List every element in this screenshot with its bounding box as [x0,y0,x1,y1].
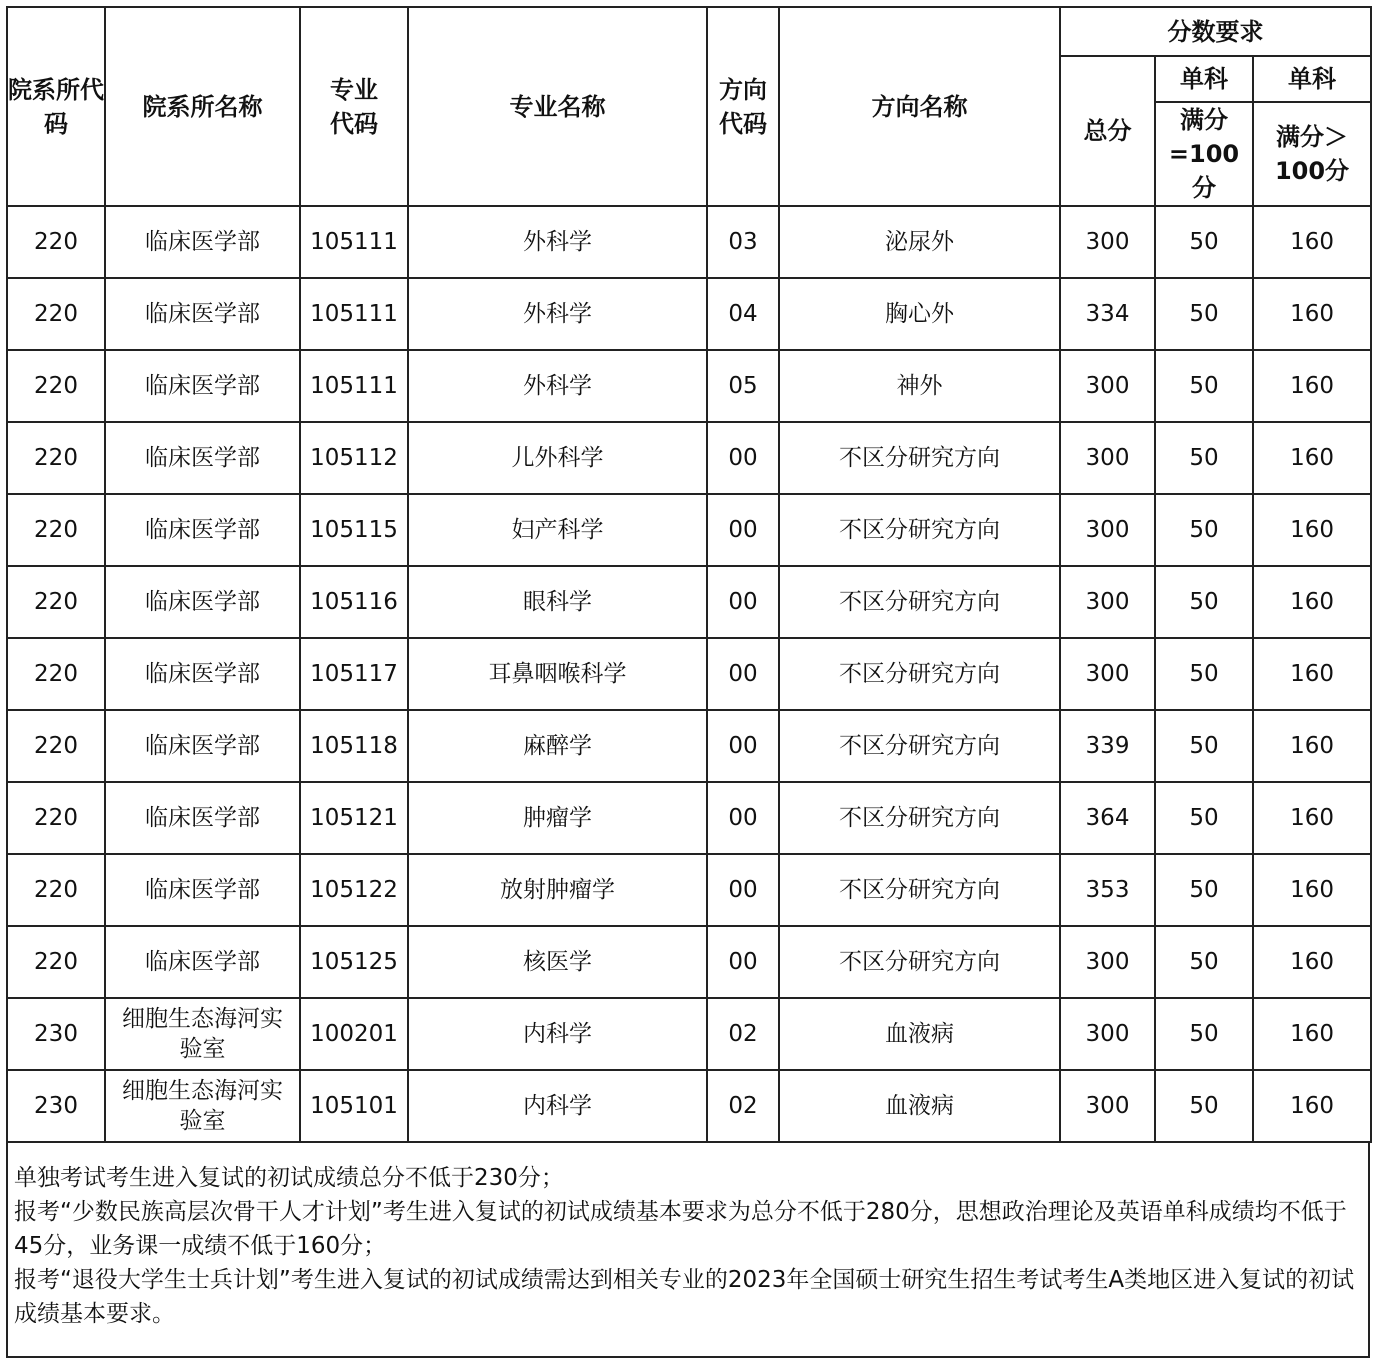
cell-major-code: 105122 [300,854,408,926]
cell-major-code: 105117 [300,638,408,710]
cell-direction-code: 00 [707,566,779,638]
header-major-code: 专业代码 [300,7,408,206]
table-row [7,854,1371,926]
cell-direction-code: 00 [707,854,779,926]
cell-direction-name: 血液病 [779,998,1060,1070]
cell-major-code: 105125 [300,926,408,998]
cell-direction-name: 不区分研究方向 [779,494,1060,566]
cell-dept-code: 220 [7,926,105,998]
cell-direction-name: 泌尿外 [779,206,1060,278]
cell-dept-name: 临床医学部 [105,710,300,782]
cell-single-100: 50 [1155,710,1253,782]
cell-major-code: 105118 [300,710,408,782]
cell-dept-name: 临床医学部 [105,854,300,926]
cell-major-name: 儿外科学 [408,422,707,494]
table-row [7,278,1371,350]
cell-direction-name: 神外 [779,350,1060,422]
cell-major-code: 105111 [300,278,408,350]
cell-dept-code: 220 [7,206,105,278]
cell-major-name: 外科学 [408,206,707,278]
table-row [7,710,1371,782]
cell-dept-name: 细胞生态海河实验室 [105,998,300,1070]
cell-dept-code: 220 [7,350,105,422]
cell-dept-name: 临床医学部 [105,422,300,494]
cell-single-100: 50 [1155,782,1253,854]
cell-single-over-100: 160 [1253,206,1371,278]
header-dept-name: 院系所名称 [105,7,300,206]
cell-total-score: 300 [1060,494,1155,566]
cell-direction-code: 00 [707,638,779,710]
table-row [7,566,1371,638]
cell-direction-name: 不区分研究方向 [779,710,1060,782]
cell-dept-code: 220 [7,278,105,350]
score-table [6,6,1372,1143]
cell-single-over-100: 160 [1253,1070,1371,1142]
notes-section [6,1143,1370,1358]
cell-major-code: 105101 [300,1070,408,1142]
cell-direction-name: 不区分研究方向 [779,422,1060,494]
cell-direction-code: 05 [707,350,779,422]
header-score-requirements: 分数要求 [1060,7,1371,56]
cell-single-100: 50 [1155,494,1253,566]
cell-single-100: 50 [1155,566,1253,638]
cell-dept-name: 临床医学部 [105,638,300,710]
cell-direction-code: 00 [707,422,779,494]
cell-single-100: 50 [1155,926,1253,998]
cell-total-score: 353 [1060,854,1155,926]
cell-dept-name: 临床医学部 [105,782,300,854]
cell-major-name: 外科学 [408,278,707,350]
cell-direction-name: 胸心外 [779,278,1060,350]
header-single-2-sub: 满分＞100分 [1253,102,1371,206]
cell-major-code: 105112 [300,422,408,494]
cell-direction-name: 不区分研究方向 [779,926,1060,998]
cell-direction-name: 血液病 [779,1070,1060,1142]
cell-dept-code: 220 [7,638,105,710]
cell-single-over-100: 160 [1253,350,1371,422]
cell-direction-code: 04 [707,278,779,350]
cell-direction-code: 02 [707,998,779,1070]
cell-direction-name: 不区分研究方向 [779,566,1060,638]
cell-major-name: 内科学 [408,998,707,1070]
cell-direction-code: 03 [707,206,779,278]
cell-major-code: 105111 [300,206,408,278]
table-row [7,422,1371,494]
cell-dept-name: 临床医学部 [105,278,300,350]
header-direction-code: 方向代码 [707,7,779,206]
cell-major-name: 内科学 [408,1070,707,1142]
cell-major-code: 105121 [300,782,408,854]
cell-dept-code: 220 [7,710,105,782]
cell-total-score: 300 [1060,566,1155,638]
header-total: 总分 [1060,56,1155,206]
cell-total-score: 339 [1060,710,1155,782]
cell-single-100: 50 [1155,638,1253,710]
cell-total-score: 300 [1060,206,1155,278]
cell-total-score: 300 [1060,350,1155,422]
cell-single-over-100: 160 [1253,566,1371,638]
cell-dept-name: 临床医学部 [105,566,300,638]
cell-direction-name: 不区分研究方向 [779,782,1060,854]
cell-major-code: 105116 [300,566,408,638]
cell-single-over-100: 160 [1253,638,1371,710]
cell-dept-name: 细胞生态海河实验室 [105,1070,300,1142]
score-table-document [6,6,1370,1358]
cell-dept-code: 220 [7,494,105,566]
cell-single-100: 50 [1155,206,1253,278]
cell-single-over-100: 160 [1253,278,1371,350]
cell-dept-code: 230 [7,1070,105,1142]
table-row [7,350,1371,422]
cell-total-score: 300 [1060,998,1155,1070]
cell-single-over-100: 160 [1253,494,1371,566]
cell-single-over-100: 160 [1253,422,1371,494]
cell-direction-code: 00 [707,926,779,998]
cell-direction-name: 不区分研究方向 [779,638,1060,710]
cell-total-score: 300 [1060,1070,1155,1142]
cell-single-over-100: 160 [1253,710,1371,782]
cell-total-score: 364 [1060,782,1155,854]
header-single-1: 单科 [1155,56,1253,102]
cell-dept-name: 临床医学部 [105,494,300,566]
cell-major-name: 放射肿瘤学 [408,854,707,926]
table-row [7,782,1371,854]
header-single-2: 单科 [1253,56,1371,102]
cell-direction-name: 不区分研究方向 [779,854,1060,926]
cell-single-100: 50 [1155,1070,1253,1142]
cell-major-name: 外科学 [408,350,707,422]
note-1: 单独考试考生进入复试的初试成绩总分不低于230分； [14,1165,564,1191]
header-single-1-sub: 满分=100分 [1155,102,1253,206]
cell-single-over-100: 160 [1253,854,1371,926]
note-3: 报考“退役大学生士兵计划”考生进入复试的初试成绩需达到相关专业的2023年全国硕士研究生招生考试考生A类地区进入复试的初试成绩基本要求。 [14,1267,1355,1327]
cell-direction-code: 00 [707,782,779,854]
cell-single-100: 50 [1155,854,1253,926]
cell-major-code: 105111 [300,350,408,422]
cell-single-100: 50 [1155,998,1253,1070]
cell-major-code: 105115 [300,494,408,566]
cell-major-code: 100201 [300,998,408,1070]
header-direction-name: 方向名称 [779,7,1060,206]
cell-single-over-100: 160 [1253,998,1371,1070]
header-dept-code: 院系所代码 [7,7,105,206]
cell-dept-code: 220 [7,782,105,854]
cell-total-score: 334 [1060,278,1155,350]
cell-single-over-100: 160 [1253,926,1371,998]
table-row [7,638,1371,710]
table-row [7,998,1371,1070]
cell-direction-code: 00 [707,710,779,782]
cell-dept-code: 220 [7,422,105,494]
table-row [7,206,1371,278]
cell-total-score: 300 [1060,926,1155,998]
note-2: 报考“少数民族高层次骨干人才计划”考生进入复试的初试成绩基本要求为总分不低于280分，思想政治理论及英语单科成绩均不低于45分，业务课一成绩不低于160分； [14,1199,1347,1259]
cell-dept-name: 临床医学部 [105,926,300,998]
cell-single-100: 50 [1155,422,1253,494]
cell-dept-code: 230 [7,998,105,1070]
table-row [7,926,1371,998]
cell-major-name: 眼科学 [408,566,707,638]
cell-total-score: 300 [1060,638,1155,710]
cell-major-name: 妇产科学 [408,494,707,566]
cell-single-100: 50 [1155,350,1253,422]
cell-major-name: 肿瘤学 [408,782,707,854]
cell-major-name: 耳鼻咽喉科学 [408,638,707,710]
cell-dept-code: 220 [7,854,105,926]
cell-single-over-100: 160 [1253,782,1371,854]
cell-single-100: 50 [1155,278,1253,350]
cell-dept-name: 临床医学部 [105,350,300,422]
cell-dept-name: 临床医学部 [105,206,300,278]
cell-major-name: 核医学 [408,926,707,998]
cell-dept-code: 220 [7,566,105,638]
cell-major-name: 麻醉学 [408,710,707,782]
cell-total-score: 300 [1060,422,1155,494]
header-major-name: 专业名称 [408,7,707,206]
table-row [7,494,1371,566]
cell-direction-code: 02 [707,1070,779,1142]
cell-direction-code: 00 [707,494,779,566]
table-row [7,1070,1371,1142]
